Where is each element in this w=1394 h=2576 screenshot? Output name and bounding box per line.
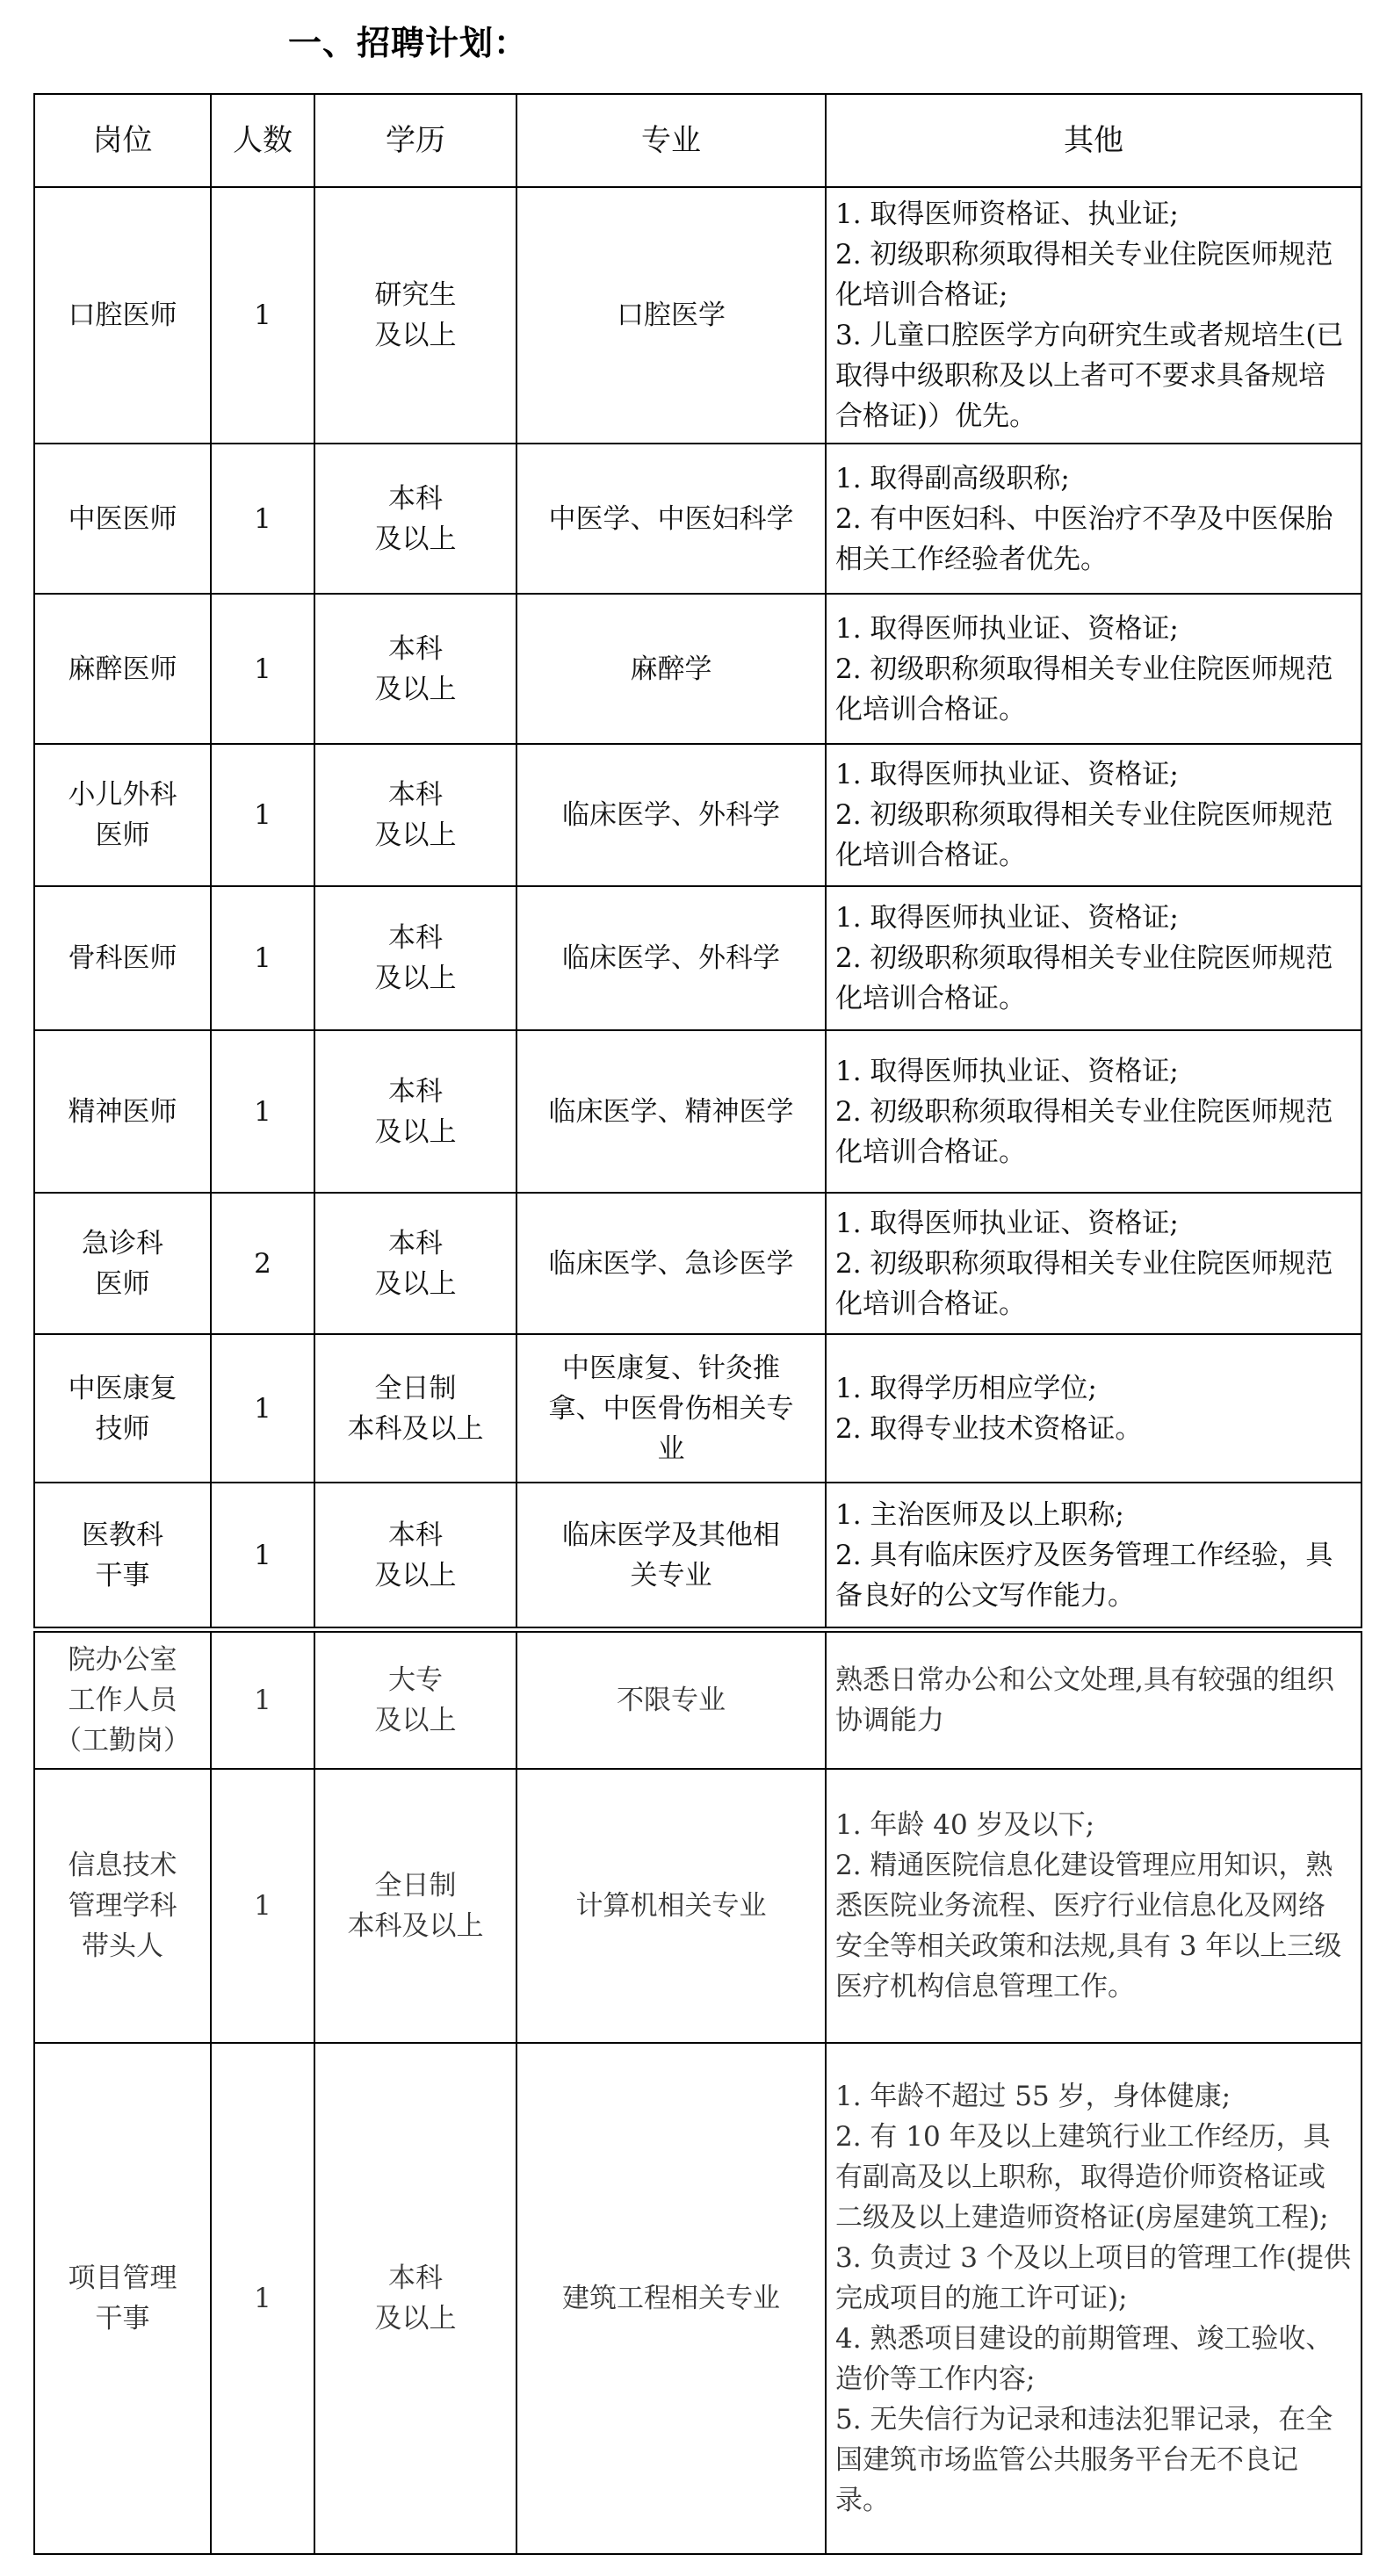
- header-position: 岗位: [34, 94, 211, 187]
- cell-other-line: 1. 取得医师资格证、执业证;: [835, 198, 1179, 230]
- section-title: 一、招聘计划：: [288, 24, 529, 62]
- cell-position-line: 干事: [95, 1559, 150, 1591]
- cell-count-line: 1: [254, 1685, 271, 1716]
- cell-other-line: 4. 熟悉项目建设的前期管理、竣工验收、造价等工作内容;: [835, 2323, 1333, 2395]
- cell-other: [826, 2043, 1361, 2554]
- cell-education: [314, 1632, 516, 1769]
- cell-count: [211, 187, 314, 444]
- cell-education-line: 本科: [388, 1519, 443, 1551]
- cell-position-line: 医师: [95, 819, 150, 851]
- cell-position-line: 精神医师: [68, 1095, 177, 1128]
- cell-other: [826, 744, 1361, 886]
- cell-count-line: 1: [254, 299, 271, 331]
- cell-position-line: 中医康复: [68, 1372, 177, 1404]
- cell-education-line: 及以上: [374, 1705, 457, 1736]
- table-row: [34, 187, 1361, 444]
- cell-position-line: 小儿外科: [68, 779, 177, 811]
- cell-count-line: 1: [254, 653, 271, 685]
- cell-position-line: 医师: [95, 1267, 150, 1300]
- cell-major: [516, 1632, 826, 1769]
- cell-position-line: 信息技术: [68, 1850, 177, 1881]
- cell-education-line: 本科: [388, 2262, 443, 2294]
- cell-major-line: 临床医学、外科学: [562, 942, 780, 974]
- cell-count-line: 1: [254, 502, 271, 535]
- header-count: 人数: [211, 94, 314, 187]
- cell-major: [516, 2043, 826, 2554]
- cell-other-line: 2. 精通医院信息化建设管理应用知识，熟悉医院业务流程、医疗行业信息化及网络安全等相关政策和法规,具有 3 年以上三级医疗机构信息管理工作。: [835, 1850, 1342, 2002]
- cell-other-line: 1. 取得医师执业证、资格证;: [835, 1207, 1179, 1239]
- cell-other: [826, 886, 1361, 1030]
- cell-education: [314, 1769, 516, 2043]
- table-row: [34, 1030, 1361, 1193]
- cell-other: [826, 1769, 1361, 2043]
- cell-major-line: 口腔医学: [617, 299, 726, 331]
- cell-position: [34, 1483, 211, 1627]
- cell-major-line: 业: [657, 1432, 685, 1465]
- table-row: [34, 886, 1361, 1030]
- table-row: [34, 1193, 1361, 1334]
- cell-education-line: 全日制: [374, 1372, 457, 1404]
- cell-position-line: 急诊科: [82, 1227, 163, 1259]
- cell-position-line: 带头人: [82, 1930, 163, 1962]
- cell-position-line: 麻醉医师: [68, 653, 177, 685]
- cell-other-line: 2. 初级职称须取得相关专业住院医师规范化培训合格证。: [835, 799, 1333, 871]
- cell-other: [826, 444, 1361, 594]
- cell-count-line: 1: [254, 1095, 271, 1128]
- cell-other-line: 2. 有 10 年及以上建筑行业工作经历，具有副高及以上职称，取得造价师资格证或二级及以上建造师资格证(房屋建筑工程);: [835, 2121, 1331, 2233]
- cell-major: [516, 1193, 826, 1334]
- cell-education-line: 本科: [388, 632, 443, 665]
- cell-position: [34, 744, 211, 886]
- cell-education-line: 及以上: [374, 1559, 457, 1591]
- cell-other: [826, 1483, 1361, 1627]
- cell-education-line: 及以上: [374, 2303, 457, 2334]
- cell-education-line: 全日制: [374, 1870, 457, 1901]
- cell-other-line: 1. 年龄 40 岁及以下;: [835, 1809, 1095, 1841]
- cell-count-line: 1: [254, 1539, 271, 1571]
- cell-education-line: 本科: [388, 482, 443, 515]
- cell-count-line: 1: [254, 1392, 271, 1425]
- cell-other-line: 1. 取得医师执业证、资格证;: [835, 612, 1179, 645]
- cell-other-line: 1. 年龄不超过 55 岁，身体健康;: [835, 2081, 1231, 2112]
- cell-position: [34, 1193, 211, 1334]
- cell-major: [516, 187, 826, 444]
- cell-major-line: 计算机相关专业: [575, 1890, 767, 1922]
- cell-count-line: 1: [254, 942, 271, 974]
- cell-education: [314, 1483, 516, 1627]
- header-education: 学历: [314, 94, 516, 187]
- cell-education-line: 本科: [388, 1227, 443, 1259]
- cell-other-line: 2. 初级职称须取得相关专业住院医师规范化培训合格证。: [835, 1247, 1333, 1320]
- cell-education-line: 本科: [388, 922, 443, 954]
- cell-education-line: 及以上: [374, 1267, 457, 1300]
- table-row: [34, 1632, 1361, 1769]
- cell-education-line: 研究生: [374, 279, 457, 311]
- cell-education-line: 本科: [388, 1075, 443, 1108]
- table-row: [34, 1769, 1361, 2043]
- cell-other-line: 3. 儿童口腔医学方向研究生或者规培生(已取得中级职称及以上者可不要求具备规培合格证)）优先。: [835, 320, 1344, 432]
- table-body-main: [34, 187, 1361, 1627]
- cell-major-line: 麻醉学: [630, 653, 712, 685]
- cell-position: [34, 1334, 211, 1483]
- cell-count-line: 1: [254, 2283, 271, 2314]
- cell-other-line: 2. 初级职称须取得相关专业住院医师规范化培训合格证;: [835, 239, 1333, 311]
- cell-major: [516, 1483, 826, 1627]
- cell-education: [314, 744, 516, 886]
- cell-education-line: 本科及以上: [347, 1910, 484, 1942]
- cell-count: [211, 1483, 314, 1627]
- cell-position-line: 口腔医师: [68, 299, 177, 331]
- recruitment-table-continued: [33, 1631, 1362, 2555]
- table-body-extra: [34, 1632, 1361, 2554]
- cell-education-line: 及以上: [374, 673, 457, 705]
- cell-count: [211, 1334, 314, 1483]
- cell-major-line: 临床医学、外科学: [562, 799, 780, 831]
- table-row: [34, 2043, 1361, 2554]
- cell-count: [211, 1769, 314, 2043]
- cell-major: [516, 1030, 826, 1193]
- cell-education-line: 及以上: [374, 963, 457, 994]
- cell-major: [516, 886, 826, 1030]
- table-row: [34, 594, 1361, 744]
- cell-major-line: 建筑工程相关专业: [562, 2283, 780, 2314]
- header-other: 其他: [826, 94, 1361, 187]
- cell-count-line: 1: [254, 799, 271, 831]
- cell-other-line: 1. 取得医师执业证、资格证;: [835, 902, 1179, 934]
- cell-education-line: 及以上: [374, 320, 457, 351]
- cell-count-line: 1: [254, 1890, 271, 1922]
- cell-education: [314, 2043, 516, 2554]
- cell-position-line: 工作人员: [68, 1685, 177, 1716]
- table-row: [34, 1483, 1361, 1627]
- cell-position: [34, 1632, 211, 1769]
- table-header-row: [34, 94, 1361, 187]
- cell-education: [314, 1334, 516, 1483]
- cell-position: [34, 1769, 211, 2043]
- cell-other-line: 3. 负责过 3 个及以上项目的管理工作(提供完成项目的施工许可证);: [835, 2242, 1351, 2314]
- cell-position-line: 中医医师: [68, 502, 177, 535]
- cell-other: [826, 1632, 1361, 1769]
- cell-education-line: 及以上: [374, 819, 457, 851]
- cell-major-line: 临床医学、急诊医学: [548, 1247, 794, 1280]
- recruitment-table: [33, 93, 1362, 1628]
- cell-position: [34, 1030, 211, 1193]
- cell-major-line: 临床医学、精神医学: [548, 1095, 794, 1128]
- cell-count: [211, 1030, 314, 1193]
- cell-other-line: 1. 主治医师及以上职称;: [835, 1498, 1124, 1531]
- cell-position-line: 骨科医师: [68, 942, 177, 974]
- cell-other: [826, 1030, 1361, 1193]
- cell-other-line: 2. 具有临床医疗及医务管理工作经验，具备良好的公文写作能力。: [835, 1539, 1333, 1612]
- cell-major-line: 临床医学及其他相: [562, 1519, 780, 1551]
- cell-position-line: 干事: [95, 2303, 150, 2334]
- cell-education: [314, 1193, 516, 1334]
- header-major: 专业: [516, 94, 826, 187]
- cell-other-line: 2. 取得专业技术资格证。: [835, 1412, 1143, 1445]
- cell-count: [211, 444, 314, 594]
- cell-other-line: 1. 取得医师执业证、资格证;: [835, 759, 1179, 790]
- cell-count: [211, 886, 314, 1030]
- cell-other: [826, 187, 1361, 444]
- cell-other-line: 熟悉日常办公和公文处理,具有较强的组织协调能力: [835, 1664, 1334, 1736]
- table-row: [34, 1334, 1361, 1483]
- cell-major: [516, 1334, 826, 1483]
- cell-other-line: 2. 初级职称须取得相关专业住院医师规范化培训合格证。: [835, 1095, 1333, 1168]
- cell-major-line: 不限专业: [617, 1685, 726, 1716]
- cell-other-line: 1. 取得医师执业证、资格证;: [835, 1055, 1179, 1087]
- cell-count: [211, 744, 314, 886]
- cell-other: [826, 594, 1361, 744]
- cell-education-line: 本科及以上: [347, 1412, 484, 1445]
- cell-education: [314, 444, 516, 594]
- cell-other-line: 1. 取得副高级职称;: [835, 462, 1070, 494]
- cell-education: [314, 187, 516, 444]
- cell-position: [34, 594, 211, 744]
- table-row: [34, 744, 1361, 886]
- cell-education: [314, 594, 516, 744]
- cell-position-line: 管理学科: [68, 1890, 177, 1922]
- cell-position-line: 院办公室: [68, 1644, 177, 1676]
- cell-other: [826, 1334, 1361, 1483]
- cell-position-line: 医教科: [82, 1519, 163, 1551]
- cell-major-line: 中医学、中医妇科学: [548, 502, 794, 535]
- cell-other-line: 2. 初级职称须取得相关专业住院医师规范化培训合格证。: [835, 653, 1333, 725]
- cell-education-line: 本科: [388, 779, 443, 811]
- cell-major: [516, 744, 826, 886]
- cell-count: [211, 2043, 314, 2554]
- cell-other-line: 2. 初级职称须取得相关专业住院医师规范化培训合格证。: [835, 942, 1333, 1014]
- cell-other: [826, 1193, 1361, 1334]
- cell-position-line: 项目管理: [68, 2262, 177, 2294]
- cell-position: [34, 2043, 211, 2554]
- cell-education: [314, 1030, 516, 1193]
- cell-other-line: 5. 无失信行为记录和违法犯罪记录，在全国建筑市场监管公共服务平台无不良记录。: [835, 2404, 1333, 2516]
- cell-position-line: 技师: [95, 1412, 150, 1445]
- cell-position-line: （工勤岗）: [54, 1725, 191, 1757]
- cell-education-line: 及以上: [374, 1115, 457, 1148]
- cell-major-line: 中医康复、针灸推: [562, 1352, 780, 1384]
- cell-count-line: 2: [254, 1247, 271, 1280]
- cell-position: [34, 444, 211, 594]
- cell-position: [34, 187, 211, 444]
- cell-education: [314, 886, 516, 1030]
- cell-major-line: 拿、中医骨伤相关专: [548, 1392, 794, 1425]
- cell-major: [516, 594, 826, 744]
- cell-count: [211, 1632, 314, 1769]
- cell-count: [211, 594, 314, 744]
- cell-education-line: 大专: [388, 1664, 443, 1696]
- cell-other-line: 2. 有中医妇科、中医治疗不孕及中医保胎相关工作经验者优先。: [835, 502, 1333, 575]
- table-row: [34, 444, 1361, 594]
- cell-major-line: 关专业: [630, 1559, 712, 1591]
- cell-other-line: 1. 取得学历相应学位;: [835, 1372, 1097, 1404]
- cell-count: [211, 1193, 314, 1334]
- cell-major: [516, 1769, 826, 2043]
- cell-major: [516, 444, 826, 594]
- cell-position: [34, 886, 211, 1030]
- cell-education-line: 及以上: [374, 523, 457, 555]
